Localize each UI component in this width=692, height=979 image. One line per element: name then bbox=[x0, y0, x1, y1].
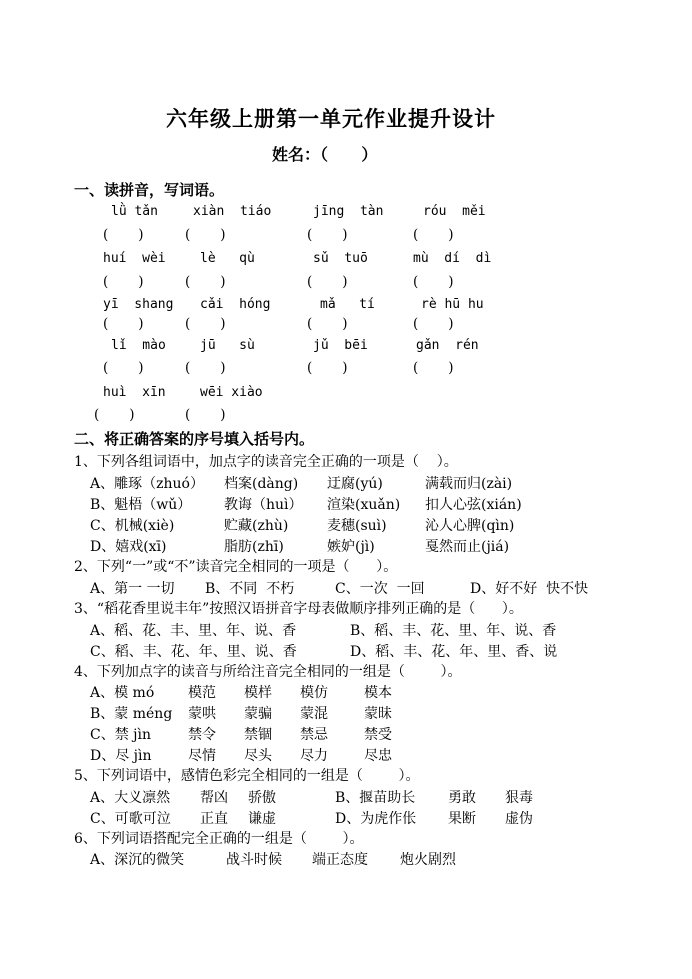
option: A、雕琢（zhuó） bbox=[90, 476, 204, 492]
option: 禁忌 bbox=[300, 727, 328, 743]
pinyin: jū sù bbox=[200, 338, 255, 353]
option: 贮藏(zhù) bbox=[224, 518, 289, 534]
pinyin: jǔ bēi bbox=[313, 338, 368, 353]
option: 沁人心脾(qìn) bbox=[425, 518, 515, 534]
option: 蒙昧 bbox=[364, 706, 392, 722]
pinyin: rè hū hu bbox=[421, 297, 484, 312]
pinyin: lǐ mào bbox=[111, 338, 166, 353]
answer-blank[interactable]: ( ) bbox=[103, 227, 144, 243]
question-stem: 6、下列词语搭配完全正确的一组是（ ）。 bbox=[74, 831, 364, 847]
option: 扣人心弦(xián) bbox=[425, 497, 522, 513]
pinyin: gǎn rén bbox=[416, 338, 479, 353]
option: 炮火剧烈 bbox=[400, 852, 456, 868]
option: D、为虎作伥 bbox=[335, 811, 417, 827]
option: 勇敢 bbox=[448, 790, 476, 806]
option: B、魁梧（wǔ） bbox=[90, 497, 192, 513]
question-stem: 3、“稻花香里说丰年”按照汉语拼音字母表做顺序排列正确的是（ ）。 bbox=[74, 601, 523, 617]
option: A、大义凛然 bbox=[90, 790, 171, 806]
pinyin: huí wèi bbox=[103, 251, 166, 266]
option: 尽头 bbox=[244, 748, 272, 764]
option: 虚伪 bbox=[505, 811, 533, 827]
answer-blank[interactable]: ( ) bbox=[103, 360, 144, 376]
option: 正直 bbox=[200, 811, 228, 827]
pinyin: yī shang bbox=[103, 297, 174, 312]
option: C、一次 一回 bbox=[335, 581, 425, 597]
option: 嫉妒(jì) bbox=[327, 539, 375, 555]
option: 尽力 bbox=[300, 748, 328, 764]
question-stem: 4、下列加点字的读音与所给注音完全相同的一组是（ ）。 bbox=[74, 664, 462, 680]
option: 满载而归(zài) bbox=[425, 476, 513, 492]
question-stem: 5、下列词语中，感情色彩完全相同的一组是（ ）。 bbox=[74, 768, 420, 784]
answer-blank[interactable]: ( ) bbox=[307, 316, 348, 332]
option: D、尽 jìn bbox=[90, 748, 152, 764]
option: 尽情 bbox=[188, 748, 216, 764]
answer-blank[interactable]: ( ) bbox=[185, 360, 226, 376]
answer-blank[interactable]: ( ) bbox=[307, 274, 348, 290]
option: A、模 mó bbox=[90, 685, 155, 701]
option: B、稻、丰、花、里、年、说、香 bbox=[350, 623, 557, 639]
option: 蒙哄 bbox=[188, 706, 216, 722]
option: A、深沉的微笑 bbox=[90, 852, 185, 868]
option: 谦虚 bbox=[248, 811, 276, 827]
answer-blank[interactable]: ( ) bbox=[185, 316, 226, 332]
option: 果断 bbox=[448, 811, 476, 827]
option: 禁令 bbox=[188, 727, 216, 743]
option: 禁锢 bbox=[244, 727, 272, 743]
pinyin: lǜ tǎn bbox=[111, 204, 158, 219]
pinyin: róu měi bbox=[423, 204, 486, 219]
option: 麦穗(suì) bbox=[327, 518, 387, 534]
option: 模本 bbox=[364, 685, 392, 701]
option: 教诲（huì） bbox=[224, 497, 303, 513]
option: 脂肪(zhī) bbox=[224, 539, 284, 555]
pinyin: mù dí dì bbox=[413, 251, 492, 266]
option: 模范 bbox=[188, 685, 216, 701]
answer-blank[interactable]: ( ) bbox=[185, 227, 226, 243]
option: 模样 bbox=[244, 685, 272, 701]
option: B、蒙 méng bbox=[90, 706, 173, 722]
answer-blank[interactable]: ( ) bbox=[185, 274, 226, 290]
option: 战斗时候 bbox=[226, 852, 282, 868]
option: 蒙混 bbox=[300, 706, 328, 722]
option: 禁受 bbox=[364, 727, 392, 743]
option: 戛然而止(jiá) bbox=[425, 539, 510, 555]
option: C、禁 jìn bbox=[90, 727, 151, 743]
pinyin: wēi xiào bbox=[200, 385, 263, 400]
answer-blank[interactable]: ( ) bbox=[307, 360, 348, 376]
name-line: 姓名：（ ） bbox=[272, 145, 378, 164]
question-stem: 1、下列各组词语中，加点字的读音完全正确的一项是（ ）。 bbox=[74, 454, 458, 470]
option: C、稻、丰、花、年、里、说、香 bbox=[90, 644, 297, 660]
option: C、机械(xiè) bbox=[90, 518, 175, 534]
page-title: 六年级上册第一单元作业提升设计 bbox=[166, 106, 496, 131]
pinyin: sǔ tuō bbox=[313, 251, 368, 266]
option: D、嬉戏(xī) bbox=[90, 539, 167, 555]
pinyin: xiàn tiáo bbox=[193, 204, 272, 219]
pinyin: cǎi hóng bbox=[200, 297, 271, 312]
option: 帮凶 bbox=[200, 790, 228, 806]
option: 档案(dàng) bbox=[224, 476, 299, 492]
option: 狠毒 bbox=[505, 790, 533, 806]
pinyin: mǎ tí bbox=[320, 297, 375, 312]
option: 蒙骗 bbox=[244, 706, 272, 722]
option: D、稻、丰、花、年、里、香、说 bbox=[350, 644, 558, 660]
section2-heading: 二、将正确答案的序号填入括号内。 bbox=[74, 430, 315, 448]
option: C、可歌可泣 bbox=[90, 811, 171, 827]
section1-heading: 一、读拼音，写词语。 bbox=[74, 181, 225, 199]
answer-blank[interactable]: ( ) bbox=[103, 316, 144, 332]
pinyin: huì xīn bbox=[103, 385, 166, 400]
option: 迂腐(yú) bbox=[327, 476, 383, 492]
option: B、不同 不朽 bbox=[205, 581, 295, 597]
option: A、第一 一切 bbox=[90, 581, 175, 597]
option: 模仿 bbox=[300, 685, 328, 701]
answer-blank[interactable]: ( ) bbox=[185, 407, 226, 423]
option: 渲染(xuǎn) bbox=[327, 497, 401, 513]
answer-blank[interactable]: ( ) bbox=[413, 316, 454, 332]
option: D、好不好 快不快 bbox=[470, 581, 589, 597]
pinyin: jīng tàn bbox=[313, 204, 384, 219]
option: A、稻、花、丰、里、年、说、香 bbox=[90, 623, 297, 639]
answer-blank[interactable]: ( ) bbox=[94, 407, 135, 423]
answer-blank[interactable]: ( ) bbox=[413, 274, 454, 290]
answer-blank[interactable]: ( ) bbox=[307, 227, 348, 243]
answer-blank[interactable]: ( ) bbox=[103, 274, 144, 290]
answer-blank[interactable]: ( ) bbox=[413, 227, 454, 243]
option: 端正态度 bbox=[312, 852, 368, 868]
option: 尽忠 bbox=[364, 748, 392, 764]
answer-blank[interactable]: ( ) bbox=[413, 360, 454, 376]
option: B、揠苗助长 bbox=[335, 790, 416, 806]
question-stem: 2、下列“一”或“不”读音完全相同的一项是（ ）。 bbox=[74, 559, 398, 575]
option: 骄傲 bbox=[248, 790, 276, 806]
pinyin: lè qù bbox=[200, 251, 255, 266]
